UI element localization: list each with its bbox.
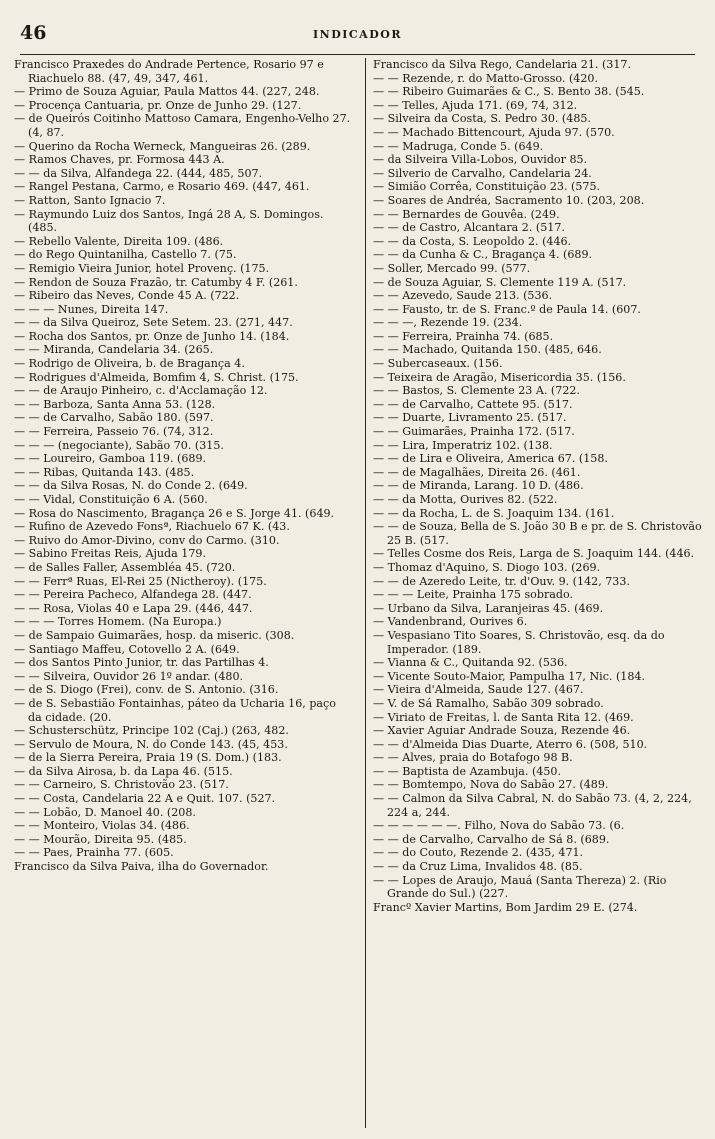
- left-column: [14, 58, 352, 874]
- directory-entry: — Ribeiro das Neves, Conde 45 A. (722.: [14, 289, 240, 303]
- directory-entry: — — de Lira e Oliveira, America 67. (158.: [373, 452, 608, 466]
- page-number: 46: [20, 22, 47, 44]
- directory-entry: — de S. Sebastião Fontainhas, páteo da Ucharia 16, paço da cidade. (20.: [14, 696, 336, 724]
- directory-entry: Francisco da Silva Rego, Candelaria 21. (317.: [373, 58, 631, 71]
- directory-entry: — Querino da Rocha Werneck, Mangueiras 26. (289.: [14, 139, 311, 153]
- directory-entry: — — do Couto, Rezende 2. (435, 471.: [373, 846, 584, 860]
- right-column: [373, 58, 707, 914]
- directory-entry: — — Lopes de Araujo, Mauá (Santa Thereza) 2. (Rio Grande do Sul.) (227.: [373, 873, 667, 901]
- directory-entry: — de S. Diogo (Frei), conv. de S. Antonio. (316.: [14, 683, 279, 697]
- directory-entry: — — Barboza, Santa Anna 53. (128.: [14, 397, 216, 411]
- directory-entry: — — de Miranda, Larang. 10 D. (486.: [373, 479, 584, 493]
- directory-entry: — — de Araujo Pinheiro, c. d'Acclamação 12.: [14, 384, 268, 398]
- directory-entry: — — da Cunha & C., Bragança 4. (689.: [373, 248, 593, 262]
- directory-entry: — — de Carvalho, Carvalho de Sá 8. (689.: [373, 832, 610, 846]
- directory-entry: — — — Leite, Prainha 175 sobrado.: [373, 588, 573, 602]
- directory-entry: — Urbano da Silva, Laranjeiras 45. (469.: [373, 601, 604, 615]
- directory-entry: — — da Silva, Alfandega 22. (444, 485, 507.: [14, 166, 263, 180]
- directory-entry: — de la Sierra Pereira, Praia 19 (S. Dom.) (183.: [14, 751, 282, 765]
- directory-entry: — Soller, Mercado 99. (577.: [373, 261, 531, 275]
- directory-entry: — Viriato de Freitas, l. de Santa Rita 12. (469.: [373, 710, 634, 724]
- directory-entry: — Rufino de Azevedo Fonsª, Riachuelo 67 K. (43.: [14, 520, 290, 534]
- directory-entry: — — de Azeredo Leite, tr. d'Ouv. 9. (142, 733.: [373, 574, 630, 588]
- directory-entry: — Remigio Vieira Junior, hotel Provenç. (175.: [14, 261, 270, 275]
- directory-entry: — — Machado, Quitanda 150. (485, 646.: [373, 343, 602, 357]
- directory-entry: — Rangel Pestana, Carmo, e Rosario 469. (447, 461.: [14, 180, 310, 194]
- directory-entry: — Primo de Souza Aguiar, Paula Mattos 44. (227, 248.: [14, 85, 320, 99]
- directory-entry: — — Guimarães, Prainha 172. (517.: [373, 425, 575, 439]
- directory-entry: — Rebello Valente, Direita 109. (486.: [14, 234, 224, 248]
- directory-entry: — — Telles, Ajuda 171. (69, 74, 312.: [373, 98, 578, 112]
- directory-entry: — — Fausto, tr. de S. Franc.º de Paula 14. (607.: [373, 302, 641, 316]
- directory-entry: — V. de Sá Ramalho, Sabão 309 sobrado.: [373, 696, 604, 710]
- directory-entry: — Silveira da Costa, S. Pedro 30. (485.: [373, 112, 591, 126]
- directory-entry: — Rodrigues d'Almeida, Bomfim 4, S. Christ. (175.: [14, 370, 299, 384]
- directory-entry: — — Mourão, Direita 95. (485.: [14, 832, 187, 846]
- directory-entry: — Subercaseaux. (156.: [373, 357, 503, 371]
- directory-entry: — — — — — —. Filho, Nova do Sabão 73. (6.: [373, 819, 625, 833]
- directory-entry: — Procença Cantuaria, pr. Onze de Junho 29. (127.: [14, 98, 302, 112]
- page-header: [20, 22, 695, 46]
- directory-entry: — — de Magalhães, Direita 26. (461.: [373, 465, 581, 479]
- header-divider: [20, 54, 695, 55]
- directory-entry: — Santiago Maffeu, Cotovello 2 A. (649.: [14, 642, 240, 656]
- directory-entry: — Telles Cosme dos Reis, Larga de S. Joaquim 144. (446.: [373, 547, 695, 561]
- directory-entry: — — Ribas, Quitanda 143. (485.: [14, 465, 195, 479]
- directory-entry: — — da Silva Rosas, N. do Conde 2. (649.: [14, 479, 248, 493]
- directory-entry: — — Calmon da Silva Cabral, N. do Sabão 73. (4, 2, 224, 224 a, 244.: [373, 792, 692, 819]
- directory-entry: — Rodrigo de Oliveira, b. de Bragança 4.: [14, 357, 245, 371]
- directory-entry: — — — Nunes, Direita 147.: [14, 302, 169, 316]
- directory-entry: — Schusterschütz, Principe 102 (Caj.) (263, 482.: [14, 724, 289, 738]
- directory-entry: — — Machado Bittencourt, Ajuda 97. (570.: [373, 125, 615, 139]
- directory-entry: — — — Torres Homem. (Na Europa.): [14, 615, 222, 629]
- directory-entry: — — Madruga, Conde 5. (649.: [373, 139, 544, 153]
- directory-entry: — Vieira d'Almeida, Saude 127. (467.: [373, 683, 584, 697]
- directory-entry: — Teixeira de Aragão, Misericordia 35. (156.: [373, 370, 626, 384]
- directory-entry: — dos Santos Pinto Junior, tr. das Partilhas 4.: [14, 656, 269, 670]
- directory-entry: — — Miranda, Candelaria 34. (265.: [14, 343, 214, 357]
- directory-entry: — — d'Almeida Dias Duarte, Aterro 6. (508, 510.: [373, 737, 648, 751]
- directory-entry: — — Rezende, r. do Matto-Grosso. (420.: [373, 71, 598, 85]
- directory-entry: — — de Souza, Bella de S. João 30 B e pr. de S. Christovão 25 B. (517.: [373, 520, 702, 547]
- directory-entry: Francisco da Silva Paiva, ilha do Governador.: [14, 860, 269, 874]
- directory-entry: — — da Rocha, L. de S. Joaquim 134. (161.: [373, 506, 615, 520]
- directory-entry: — Raymundo Luiz dos Santos, Ingá 28 A, S. Domingos. (485.: [14, 207, 324, 235]
- directory-entry: — — de Carvalho, Sabão 180. (597.: [14, 411, 214, 425]
- directory-entry: — Simião Corrêa, Constituição 23. (575.: [373, 180, 601, 194]
- directory-entry: — — Bomtempo, Nova do Sabão 27. (489.: [373, 778, 609, 792]
- directory-entry: — de Salles Faller, Assembléa 45. (720.: [14, 560, 236, 574]
- directory-entry: — — da Motta, Ourives 82. (522.: [373, 493, 558, 506]
- directory-entry: — — Azevedo, Saude 213. (536.: [373, 289, 553, 303]
- directory-entry: — — da Costa, S. Leopoldo 2. (446.: [373, 234, 572, 248]
- directory-entry: — — Silveira, Ouvidor 26 1º andar. (480.: [14, 669, 244, 683]
- directory-entry: — — de Carvalho, Cattete 95. (517.: [373, 397, 573, 411]
- directory-entry: — — Ferreira, Prainha 74. (685.: [373, 329, 554, 343]
- directory-entry: Francº Xavier Martins, Bom Jardim 29 E. (274.: [373, 900, 638, 914]
- directory-entry: — — Carneiro, S. Christovão 23. (517.: [14, 778, 229, 792]
- directory-entry: — Soares de Andréa, Sacramento 10. (203, 208.: [373, 193, 645, 207]
- directory-entry: — Ramos Chaves, pr. Formosa 443 A.: [14, 153, 225, 167]
- directory-entry: — — Alves, praia do Botafogo 98 B.: [373, 751, 573, 765]
- directory-entry: — — Bernardes de Gouvêa. (249.: [373, 207, 560, 221]
- directory-entry: — — da Cruz Lima, Invalidos 48. (85.: [373, 860, 583, 874]
- directory-entry: — Rendon de Souza Frazão, tr. Catumby 4 F. (261.: [14, 275, 298, 289]
- directory-entry: — da Silva Airosa, b. da Lapa 46. (515.: [14, 764, 233, 778]
- directory-entry: — Servulo de Moura, N. do Conde 143. (45, 453.: [14, 737, 288, 751]
- directory-entry: — — Ferreira, Passeio 76. (74, 312.: [14, 425, 214, 439]
- directory-entry: — da Silveira Villa-Lobos, Ouvidor 85.: [373, 153, 588, 167]
- directory-entry: — Ratton, Santo Ignacio 7.: [14, 193, 166, 207]
- directory-entry: — — Rosa, Violas 40 e Lapa 29. (446, 447.: [14, 601, 253, 615]
- running-title: INDICADOR: [313, 28, 402, 41]
- directory-entry: — — Bastos, S. Clemente 23 A. (722.: [373, 384, 580, 398]
- directory-entry: — — Ferrª Ruas, El-Rei 25 (Nictheroy). (175.: [14, 574, 267, 588]
- directory-entry: — — de Castro, Alcantara 2. (517.: [373, 221, 565, 235]
- directory-entry: — — Ribeiro Guimarães & C., S. Bento 38. (545.: [373, 85, 645, 99]
- directory-entry: — de Sampaio Guimarães, hosp. da miseric. (308.: [14, 628, 295, 642]
- directory-entry: — Vicente Souto-Maior, Pampulha 17, Nic. (184.: [373, 669, 646, 683]
- directory-entry: — do Rego Quintanilha, Castello 7. (75.: [14, 248, 237, 262]
- directory-entry: — Vianna & C., Quitanda 92. (536.: [373, 656, 568, 670]
- directory-entry: — Rosa do Nascimento, Bragança 26 e S. Jorge 41. (649.: [14, 506, 335, 520]
- directory-entry: — — —, Rezende 19. (234.: [373, 316, 523, 330]
- directory-entry: — Vespasiano Tito Soares, S. Christovão, esq. da do Imperador. (189.: [373, 628, 665, 656]
- directory-entry: — de Queirós Coitinho Mattoso Camara, Engenho-Velho 27. (4, 87.: [14, 112, 351, 139]
- directory-entry: — — Loureiro, Gamboa 119. (689.: [14, 452, 207, 466]
- directory-entry: Francisco Praxedes do Andrade Pertence, Rosario 97 e Riachuelo 88. (47, 49, 347, 461.: [14, 58, 324, 85]
- directory-entry: — — Monteiro, Violas 34. (486.: [14, 819, 190, 833]
- directory-entry: — — da Silva Queiroz, Sete Setem. 23. (271, 447.: [14, 316, 293, 330]
- column-rule: [365, 58, 366, 1128]
- directory-entry: — de Souza Aguiar, S. Clemente 119 A. (517.: [373, 275, 627, 289]
- directory-entry: — — — (negociante), Sabão 70. (315.: [14, 438, 224, 452]
- directory-entry: — — Vidal, Constituição 6 A. (560.: [14, 493, 208, 506]
- directory-entry: — — Baptista de Azambuja. (450.: [373, 764, 561, 778]
- directory-entry: — Sabino Freitas Reis, Ajuda 179.: [14, 547, 206, 561]
- directory-entry: — Thomaz d'Aquino, S. Diogo 103. (269.: [373, 560, 601, 574]
- directory-entry: — — Pereira Pacheco, Alfandega 28. (447.: [14, 588, 252, 602]
- directory-entry: — Xavier Aguiar Andrade Souza, Rezende 46.: [373, 724, 631, 738]
- directory-entry: — — Paes, Prainha 77. (605.: [14, 846, 174, 860]
- directory-entry: — Silverio de Carvalho, Candelaria 24.: [373, 166, 592, 180]
- directory-entry: — — Costa, Candelaria 22 A e Quit. 107. (527.: [14, 792, 276, 806]
- directory-entry: — — Duarte, Livramento 25. (517.: [373, 411, 567, 425]
- directory-entry: — — Lira, Imperatriz 102. (138.: [373, 438, 553, 452]
- directory-entry: — — Lobão, D. Manoel 40. (208.: [14, 805, 196, 819]
- directory-entry: — Vandenbrand, Ourives 6.: [373, 615, 528, 629]
- directory-entry: — Rocha dos Santos, pr. Onze de Junho 14. (184.: [14, 329, 290, 343]
- directory-entry: — Ruivo do Amor-Divino, conv do Carmo. (310.: [14, 533, 280, 547]
